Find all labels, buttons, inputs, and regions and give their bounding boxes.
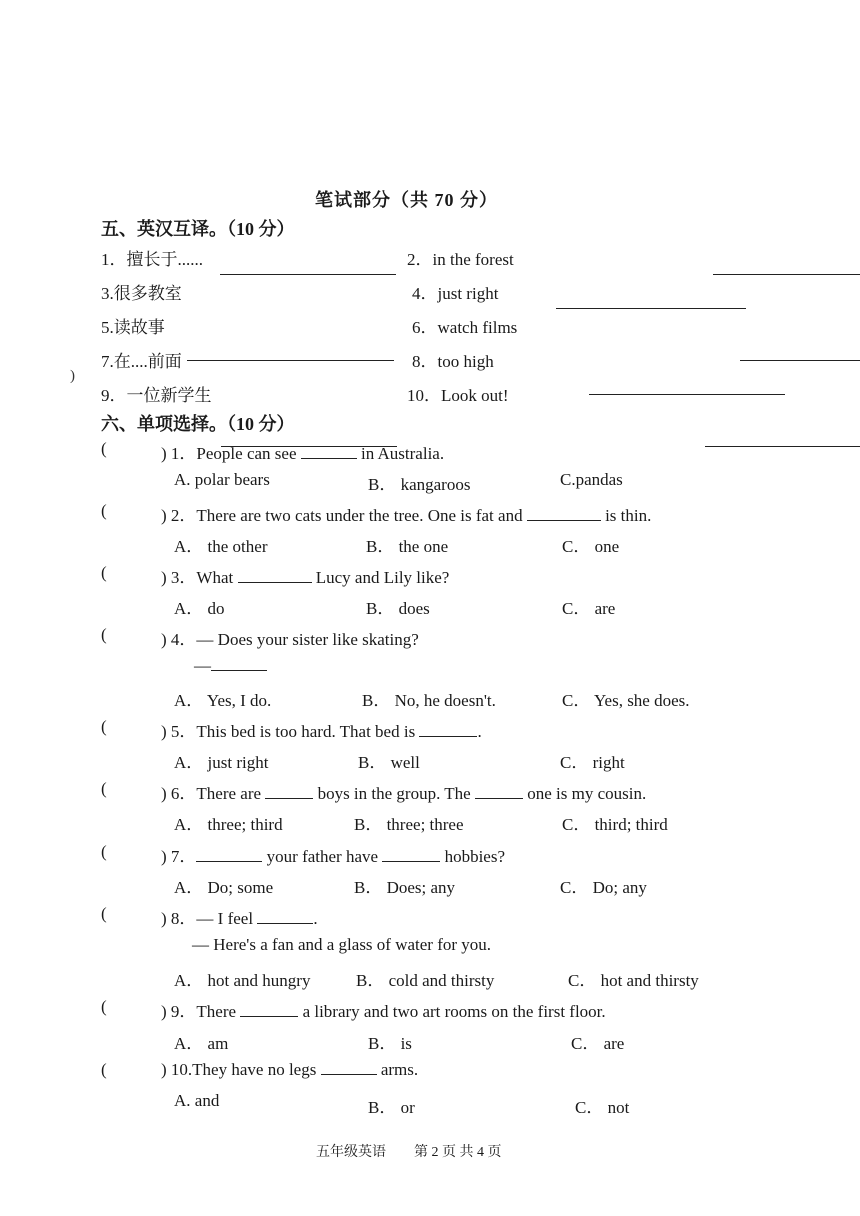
q4-answer-line: —: [194, 656, 267, 676]
q2-option-c[interactable]: C． one: [562, 537, 620, 556]
q10-option-b[interactable]: B． or: [368, 1098, 415, 1117]
answer-paren-2[interactable]: (: [101, 501, 107, 520]
answer-paren-5[interactable]: (: [101, 717, 107, 736]
s5-item-5: 5.读故事: [101, 318, 165, 337]
s5-item-6: 6．watch films: [412, 318, 518, 337]
question-5: ) 5．This bed is too hard. That bed is .: [161, 722, 482, 741]
q1-option-c[interactable]: C.pandas: [560, 470, 623, 489]
blank[interactable]: [211, 656, 267, 671]
q10-option-a[interactable]: A. and: [174, 1091, 220, 1110]
q7-option-b[interactable]: B． Does; any: [354, 878, 456, 897]
s5-item-2: 2．in the forest: [407, 250, 514, 269]
q6-option-c[interactable]: C． third; third: [562, 815, 668, 834]
answer-paren-9[interactable]: (: [101, 997, 107, 1016]
question-2: ) 2．There are two cats under the tree. One is fat and is thin.: [161, 506, 652, 525]
q4-option-a[interactable]: A． Yes, I do.: [174, 691, 272, 710]
answer-paren-6[interactable]: (: [101, 779, 107, 798]
s5-item-9: 9．一位新学生: [101, 386, 212, 405]
q6-option-a[interactable]: A． three; third: [174, 815, 283, 834]
q9-option-c[interactable]: C． are: [571, 1034, 625, 1053]
s5-answer-line-7[interactable]: [589, 393, 785, 395]
question-4: ) 4．— Does your sister like skating?: [161, 630, 419, 649]
answer-paren-4[interactable]: (: [101, 625, 107, 644]
margin-mark: ): [70, 368, 75, 384]
blank[interactable]: [238, 568, 312, 583]
q9-option-a[interactable]: A． am: [174, 1034, 229, 1053]
q2-option-a[interactable]: A． the other: [174, 537, 268, 556]
q9-option-b[interactable]: B． is: [368, 1034, 412, 1053]
s5-answer-line-3[interactable]: [556, 307, 746, 309]
blank[interactable]: [257, 909, 313, 924]
footer-page-number: 第 2 页 共 4 页: [414, 1145, 502, 1160]
s5-item-8: 8．too high: [412, 352, 494, 371]
question-3: ) 3．What Lucy and Lily like?: [161, 568, 450, 587]
s5-item-3: 3.很多教室: [101, 284, 182, 303]
question-10: ) 10.They have no legs arms.: [161, 1060, 419, 1079]
q5-option-b[interactable]: B． well: [358, 753, 420, 772]
q1-option-b[interactable]: B． kangaroos: [368, 475, 471, 494]
blank[interactable]: [265, 784, 313, 799]
answer-paren-3[interactable]: (: [101, 563, 107, 582]
s5-answer-line-1[interactable]: [220, 273, 396, 275]
footer-subject: 五年级英语: [316, 1145, 386, 1160]
blank[interactable]: [321, 1060, 377, 1075]
blank[interactable]: [196, 847, 262, 862]
s5-answer-line-2[interactable]: [713, 273, 860, 275]
answer-paren-7[interactable]: (: [101, 842, 107, 861]
blank[interactable]: [419, 722, 477, 737]
question-7: ) 7． your father have hobbies?: [161, 847, 505, 866]
answer-paren-10[interactable]: (: [101, 1060, 107, 1079]
question-1: ) 1．People can see in Australia.: [161, 444, 445, 463]
blank[interactable]: [301, 444, 357, 459]
q3-option-a[interactable]: A． do: [174, 599, 225, 618]
blank[interactable]: [527, 506, 601, 521]
q7-option-c[interactable]: C． Do; any: [560, 878, 647, 897]
question-6: ) 6．There are boys in the group. The one is my cousin.: [161, 784, 647, 803]
answer-paren-1[interactable]: (: [101, 439, 107, 458]
q6-option-b[interactable]: B． three; three: [354, 815, 464, 834]
q8-option-a[interactable]: A． hot and hungry: [174, 971, 311, 990]
s5-answer-line-6[interactable]: [740, 359, 860, 361]
blank[interactable]: [240, 1002, 298, 1017]
s5-answer-line-10[interactable]: [705, 445, 860, 447]
question-9: ) 9．There a library and two art rooms on the first floor.: [161, 1002, 606, 1021]
s5-item-1: 1．擅长于......: [101, 250, 203, 269]
q8-line2: — Here's a fan and a glass of water for you.: [192, 935, 492, 954]
answer-paren-8[interactable]: (: [101, 904, 107, 923]
q10-option-c[interactable]: C． not: [575, 1098, 630, 1117]
q8-option-c[interactable]: C． hot and thirsty: [568, 971, 699, 990]
q8-option-b[interactable]: B． cold and thirsty: [356, 971, 495, 990]
q5-option-c[interactable]: C． right: [560, 753, 625, 772]
q3-option-b[interactable]: B． does: [366, 599, 430, 618]
blank[interactable]: [382, 847, 440, 862]
q2-option-b[interactable]: B． the one: [366, 537, 449, 556]
q4-option-b[interactable]: B． No, he doesn't.: [362, 691, 496, 710]
page-title: 笔试部分（共 70 分）: [315, 190, 498, 210]
section5-heading: 五、英汉互译。（10 分）: [101, 219, 295, 239]
q7-option-a[interactable]: A． Do; some: [174, 878, 274, 897]
blank[interactable]: [475, 784, 523, 799]
q5-option-a[interactable]: A． just right: [174, 753, 269, 772]
q1-option-a[interactable]: A. polar bears: [174, 470, 270, 489]
section6-heading: 六、单项选择。（10 分）: [101, 414, 295, 434]
s5-answer-line-5[interactable]: [187, 359, 394, 361]
q3-option-c[interactable]: C． are: [562, 599, 616, 618]
s5-item-10: 10．Look out!: [407, 386, 509, 405]
s5-item-7: 7.在....前面: [101, 352, 182, 371]
question-8: ) 8．— I feel .: [161, 909, 318, 928]
q4-option-c[interactable]: C． Yes, she does.: [562, 691, 690, 710]
s5-item-4: 4．just right: [412, 284, 499, 303]
